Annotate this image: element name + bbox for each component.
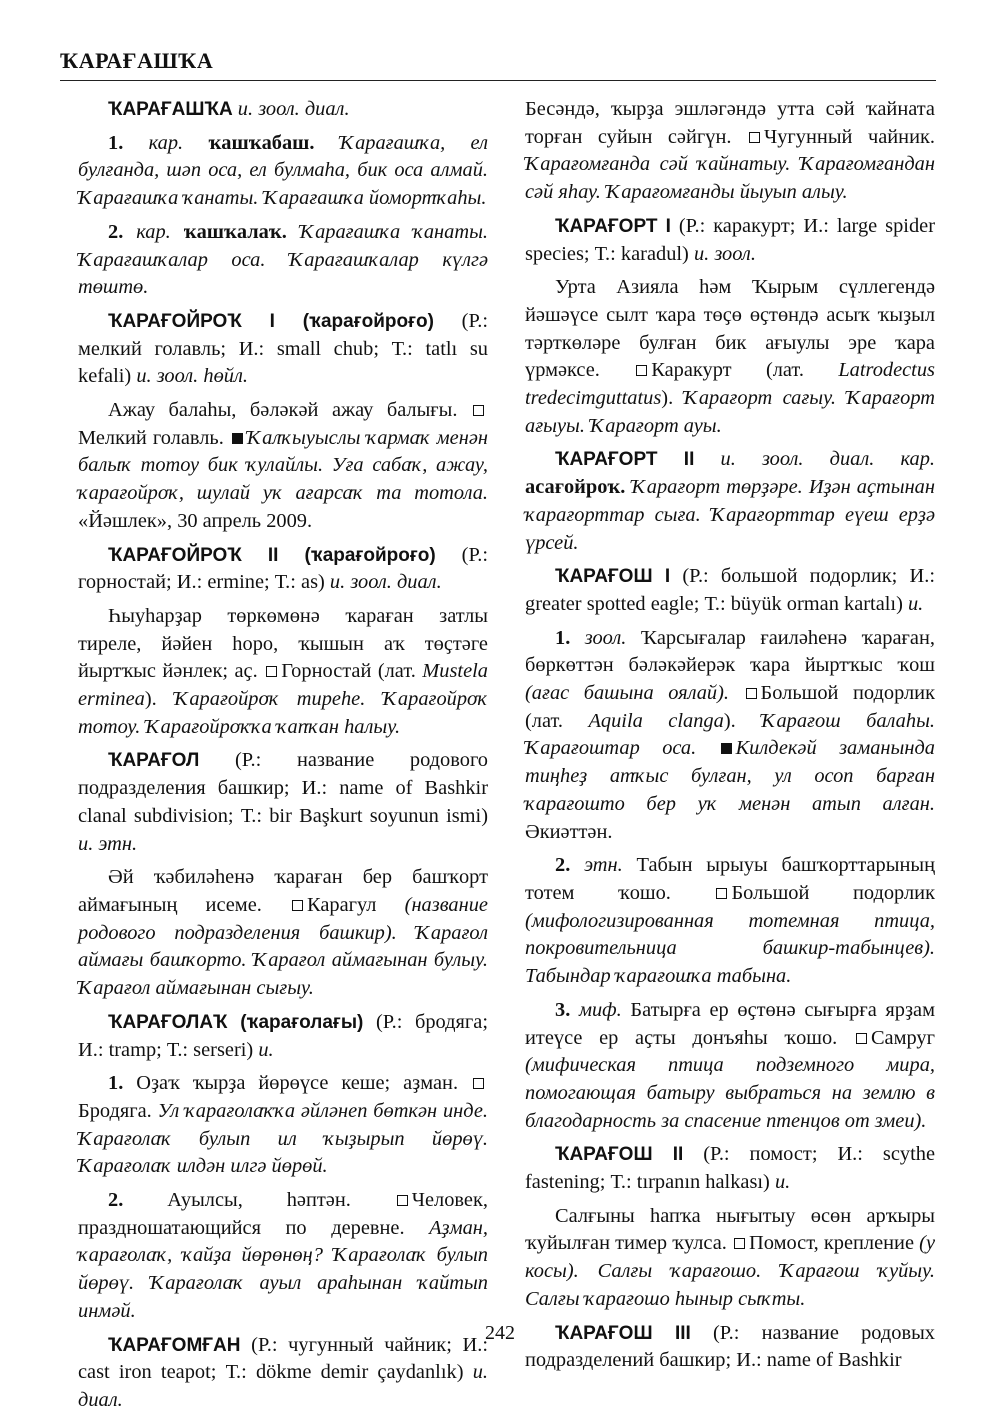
usage-label: зоол. [584, 626, 627, 649]
russian-translation: Человек, праздношатающийся по деревне. [78, 1189, 488, 1239]
left-column [78, 96, 488, 1421]
grammar-label: и. диал. [78, 1361, 488, 1411]
example-text: Ул ҡарағолаҡҡа әйләнеп бөткән инде. Ҡарағолаҡ булып ил ҡыҙырып йөрөү. Ҡарағолаҡ илдән илгә йөрөй. [78, 1099, 488, 1178]
source-citation: «Йәшлек», 30 апрель 2009. [78, 509, 313, 532]
usage-label: кар. [148, 131, 184, 154]
russian-translation: Большой подорлик [731, 881, 935, 904]
definition-text: Салғыны һапҡа нығытыу өсөн арҡыры ҡуйылған тимер ҡулса. [525, 1204, 935, 1255]
usage-label: этн. [584, 854, 623, 877]
definition-text: Батырға ер өҫтөнә сығырға ярҙам итеүсе ер аҫты донъяһы ҡошо. [525, 998, 935, 1049]
sense-2 [525, 852, 935, 991]
sense-number: 2. [108, 1189, 124, 1212]
russian-gloss: (мифологизированная тотемная птица, покровительница башкир-табынцев). [525, 909, 935, 960]
example-text: Ҡарағорт сағыу. Ҡарағорт ағыуы. Ҡарағорт ауы. [525, 387, 935, 437]
headword: ҠАРАҒОШ II [555, 1144, 684, 1166]
grammar-label: и. зоол. диал. кар. [720, 448, 935, 471]
page-number: 242 [485, 1322, 515, 1344]
equivalents: (Р.: горностай; И.: ermine; Т.: as) [78, 543, 488, 594]
russian-translation: Карагул [307, 893, 377, 916]
synonym: асағойроҡ. [525, 476, 626, 499]
headword: ҠАРАҒОМҒАН [108, 1334, 241, 1356]
entry-qaragort-1 [525, 213, 935, 268]
definition-text: Ажау балаһы, бәләкәй ажау балығы. [108, 399, 458, 422]
open-square-icon [749, 132, 760, 143]
example-text: Килдекәй заманында тиңһеҙ атҡыс булған, ул осоп барған ҡарағошто бер уҡ менән атып алған. [525, 737, 935, 815]
russian-translation: Каракурт (лат. [651, 359, 804, 382]
entry-qaragol [78, 747, 488, 858]
russian-translation: Чугунный чайник. [763, 125, 935, 148]
equivalents: (Р.: каракурт; И.: large spider species; Т.: karadul) [525, 214, 935, 265]
russian-translation: Самруг [870, 1026, 935, 1049]
sense-number: 1. [108, 1072, 124, 1095]
entry-qaragoyroq-2 [78, 542, 488, 597]
definition-text: Урта Азияла һәм Ҡырым сүллегендә йәшәүсе сылт ҡара төҫө өҫтөндә асыҡ ҡыҙыл тәрткөләре булған бик ағыулы эре ҡара үрмәксе. [525, 276, 935, 382]
sense-number: 3. [555, 998, 571, 1021]
headword: ҠАРАҒОЛ [108, 750, 200, 772]
grammar-label: и. [907, 592, 924, 615]
sense-1 [78, 130, 488, 213]
example-text: Аҙман, ҡарағолаҡ, ҡайҙа йөрөнөң? Ҡарағолаҡ булып йөрөү. Ҡарағолаҡ ауыл араһынан ҡайтып инмәй. [78, 1216, 488, 1322]
russian-gloss: (название родового подразделения башкир). [78, 893, 488, 944]
headword: ҠАРАҒОРТ II [555, 449, 695, 471]
sense-number: 2. [555, 854, 571, 877]
example-text: Ҡарағол аймағы башҡорто. Ҡарағол аймағынан булыу. Ҡарағол аймағынан сығыу. [78, 921, 488, 1000]
punctuation: ). [661, 387, 674, 410]
definition [525, 1203, 935, 1314]
grammar-label: и. зоол. диал. [237, 98, 350, 120]
russian-translation: Бродяга. [78, 1099, 152, 1122]
synonym: ҡашҡалаҡ. [183, 220, 287, 243]
definition-text: Бесәндә, ҡырҙа эшләгәндә утта сәй ҡайната торған суйын сәйгүн. [525, 98, 935, 148]
grammar-label: и. [774, 1171, 791, 1194]
definition [78, 864, 488, 1003]
example-text: Табындар ҡарағошҡа табына. [525, 965, 792, 988]
equivalents: (Р.: чугунный чайник; И.: cast iron teapot; Т.: dökme demir çaydanlık) [78, 1333, 488, 1384]
definition-text: Ауылсы, һәптән. [167, 1189, 351, 1212]
entry-qaragoyroq-1 [78, 308, 488, 391]
definition-text: Һыуһарҙар төркөмөнә ҡараған затлы тиреле, йәйен һоро, ҡышын аҡ төҫтәге йыртҡыс йәнлек; аҫ. [78, 604, 488, 683]
headword: ҠАРАҒОРТ I [555, 215, 671, 237]
punctuation: ). [144, 688, 157, 711]
russian-translation: Горностай (лат. [281, 660, 416, 683]
usage-label: кар. [136, 220, 171, 243]
open-square-icon [292, 900, 303, 911]
sense-1 [78, 1070, 488, 1181]
headword: ҠАРАҒОШ III [555, 1322, 691, 1344]
headword: ҠАРАҒОЙРОҠ II (ҡарағойроғо) [108, 544, 436, 566]
example-text: Ҡарағойроҡ тиреһе. Ҡарағойроҡ тотоу. Ҡарағойроҡҡа ҡапҡан һалыу. [78, 688, 488, 738]
open-square-icon [397, 1195, 408, 1206]
sense-3 [525, 997, 935, 1136]
open-square-icon [734, 1238, 745, 1249]
sense-number: 1. [555, 626, 571, 649]
latin-name: Latrodectus tredecimguttatus [525, 359, 935, 410]
equivalents: (Р.: помост; И.: scythe fastening; Т.: tırpanın halkası) [525, 1143, 935, 1194]
entry-qaragolaq [78, 1009, 488, 1064]
sense-2 [78, 219, 488, 302]
filled-square-icon [721, 743, 732, 754]
grammar-label: и. [258, 1038, 274, 1061]
equivalents: (Р.: бродяга; И.: tramp; Т.: serseri) [78, 1010, 488, 1061]
latin-name: Mustela erminea [78, 660, 488, 711]
definition-continued [525, 96, 935, 207]
russian-translation: Мелкий голавль. [78, 426, 224, 449]
headword: ҠАРАҒАШҠА [108, 99, 233, 120]
example-text: Ҡалҡыуыслы ҡармаҡ менән балыҡ тотоу бик ҡулайлы. Уға сабаҡ, ажау, ҡарағойроҡ, шулай уҡ ағарсаҡ та тотола. [78, 426, 488, 505]
russian-translation: Большой подорлик (лат. [525, 682, 935, 732]
definition [78, 603, 488, 742]
open-square-icon [716, 888, 727, 899]
sense-number: 1. [108, 131, 124, 154]
source-citation: Әкиәттән. [525, 820, 613, 843]
equivalents: (Р.: большой подорлик; И.: greater spotted eagle; Т.: büyük orman kartalı) [525, 565, 935, 615]
running-header: ҠАРАҒАШҠА [60, 48, 214, 73]
equivalents: (Р.: мелкий голавль; И.: small chub; Т.: tatlı su kefali) [78, 309, 488, 388]
equivalents: (Р.: название родовых подразделений башкир; И.: name of Bashkir [525, 1321, 935, 1372]
equivalents: (Р.: название родового подразделения башкир; И.: name of Bashkir clanal subdivision; Т.: bir Başkurt soyunun ismi) [78, 749, 488, 827]
entry-qaragort-2 [525, 446, 935, 557]
example-text: Ҡарағомғанда сәй ҡайнатыу. Ҡарағомғандан сәй яһау. Ҡарағомғанды йыуып алыу. [525, 153, 935, 204]
definition-text: Оҙаҡ ҡырҙа йөрөүсе кеше; аҙман. [136, 1072, 459, 1095]
example-text: Ҡарағашҡа, ел булғанда, шәп оса, ел булмаһа, бик оса алмай. Ҡарағашҡа ҡанаты. Ҡарағашҡа йомортҡаһы. [78, 131, 488, 210]
header-rule [60, 80, 936, 81]
grammar-label: и. зоол. һөйл. [136, 365, 248, 388]
open-square-icon [856, 1033, 867, 1044]
example-text: Ҡарағашҡа ҡанаты. Ҡарағашҡалар оса. Ҡарағашҡалар күлгә төштө. [78, 220, 488, 299]
sense-1 [525, 625, 935, 847]
right-column [525, 96, 935, 1381]
russian-gloss: (у косы). [525, 1232, 936, 1283]
entry-qaragosh-2 [525, 1141, 935, 1196]
open-square-icon [746, 688, 757, 699]
sense-number: 2. [108, 220, 124, 243]
definition [525, 274, 935, 440]
usage-label: миф. [578, 998, 622, 1021]
russian-gloss: (мифическая птица подземного мира, помогающая батыру выбраться на землю в благодарность за спасение птенцов от змеи). [525, 1054, 935, 1132]
definition-note: (ағас башына оялай). [525, 682, 730, 705]
synonym: ҡашҡабаш. [208, 131, 315, 154]
entry-qaragashqa [78, 96, 488, 124]
grammar-label: и. зоол. диал. [329, 571, 442, 594]
definition-text: Ҡарсығалар ғаиләһенә ҡараған, бөркөттән бәләкәйерәк ҡара йыртҡыс ҡош [525, 626, 935, 677]
example-text: Ҡарағорт төрҙәре. Иҙән аҫтынан ҡарағорттар сыға. Ҡарағорттар еүеш ерҙә үрсей. [525, 476, 935, 554]
open-square-icon [473, 405, 484, 416]
filled-square-icon [232, 433, 243, 444]
definition-text: Табын ырыуы башҡорттарының тотем ҡошо. [525, 854, 935, 904]
headword: ҠАРАҒОШ I [555, 566, 671, 588]
definition-text: Әй ҡәбиләһенә ҡараған бер башҡорт аймағының исеме. [78, 866, 488, 916]
headword: ҠАРАҒОЙРОҠ I (ҡарағойроғо) [108, 310, 434, 332]
example-text: Ҡарағош балаһы. Ҡарағоштар оса. [525, 709, 935, 760]
entry-qaragosh-1 [525, 563, 935, 618]
russian-translation: Помост, крепление [749, 1232, 915, 1255]
open-square-icon [266, 666, 277, 677]
definition [78, 397, 488, 536]
open-square-icon [473, 1078, 484, 1089]
example-text: Салғы ҡарағошо. Ҡарағош ҡуйыу. Салғы ҡарағошо һыныр сыҡты. [525, 1260, 935, 1310]
grammar-label: и. зоол. [693, 242, 756, 265]
sense-2 [78, 1187, 488, 1326]
latin-name: Aquila clanga [588, 709, 724, 732]
headword: ҠАРАҒОЛАҠ (ҡарағолағы) [108, 1011, 364, 1033]
punctuation: ). [723, 709, 736, 732]
open-square-icon [636, 365, 647, 376]
grammar-label: и. этн. [78, 832, 138, 855]
